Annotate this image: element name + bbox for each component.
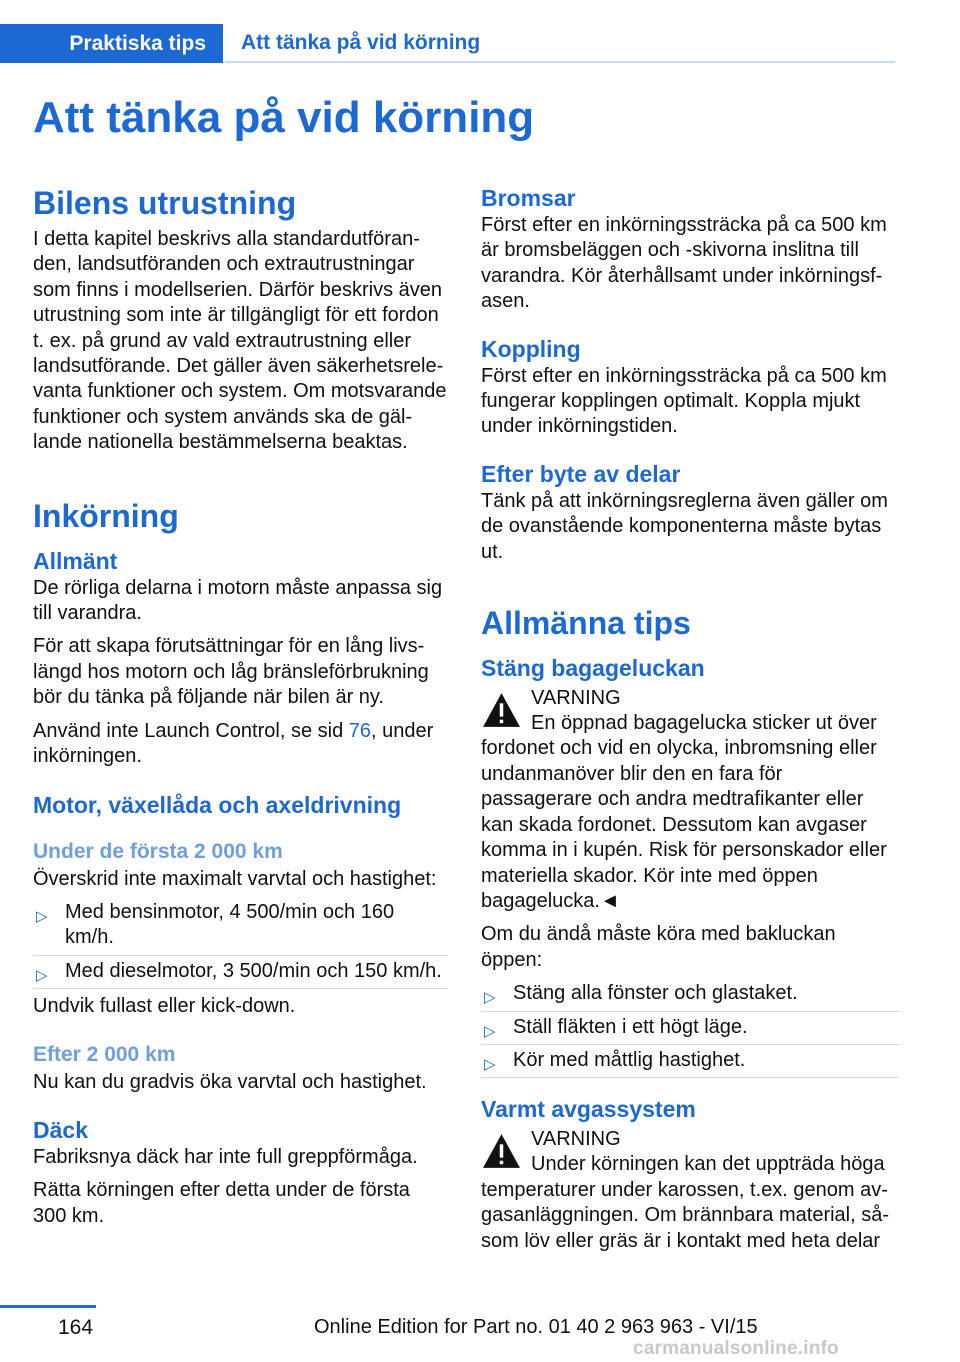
section-tab[interactable]: Praktiska tips: [0, 24, 223, 63]
trunk-open-list: [481, 978, 899, 1078]
brakes-heading: Bromsar: [481, 185, 576, 211]
general-paragraph-2: För att skapa förutsättningar för en lång livslängd hos motorn och låg bränsleförbrukning bör du tänka på följande när bilen är ny.: [33, 635, 429, 709]
list-item: ▷ Kör med måttlig hastighet.: [481, 1045, 899, 1078]
list-item: ▷ Med dieselmotor, 3 500/min och 150 km/h.: [33, 956, 448, 989]
speed-limit-list: [33, 897, 448, 989]
warning-icon: [481, 1131, 522, 1172]
list-item: ▷ Stäng alla fönster och glastaket.: [481, 978, 899, 1011]
general-paragraph-1: De rörliga delarna i motorn måste anpassa sig till varandra.: [33, 576, 443, 625]
warning-icon: [481, 690, 522, 731]
clutch-text: Först efter en inkörningssträcka på ca 500 km fungerar kopplingen optimalt. Koppla mjukt under inkörningstiden.: [481, 364, 887, 438]
warning-text: En öppnad bagagelucka sticker ut över fordonet och vid en olycka, inbromsning eller undanmanöver blir den en fara för passagerare och andra medtrafikanter eller kan skada fordonet. Dessutom kan avgaser komma in i kupén. Risk för personskador eller materiella skador. Kör inte med öppen bagagelucka.◄: [481, 712, 887, 912]
tips-heading: Allmänna tips: [481, 605, 691, 642]
engine-heading: Motor, växellåda och axeldrivning: [33, 791, 402, 818]
chapter-tab[interactable]: Att tänka på vid körning: [225, 24, 895, 63]
left-column: [33, 183, 448, 1229]
after-2000-heading: Efter 2 000 km: [33, 1042, 176, 1066]
first-2000-heading: Under de första 2 000 km: [33, 839, 283, 863]
bullet-triangle-icon: ▷: [484, 1022, 496, 1040]
exhaust-warning: [481, 1124, 899, 1254]
footer-rule: [0, 1305, 96, 1308]
clutch-heading: Koppling: [481, 335, 581, 362]
exhaust-heading: Varmt avgassystem: [481, 1096, 696, 1123]
equipment-heading: Bilens utrustning: [33, 185, 297, 221]
bullet-triangle-icon: ▷: [484, 1055, 496, 1073]
tyres-paragraph-1: Fabriksnya däck har inte full greppförmåga.: [33, 1145, 418, 1168]
launch-control-text: Använd inte Launch Control, se sid: [33, 719, 349, 742]
running-in-heading: Inkörning: [33, 497, 179, 534]
general-paragraph-3: [33, 719, 448, 770]
page-reference-link[interactable]: 76: [348, 719, 372, 742]
tyres-paragraph-2: Rätta körningen efter detta under de första 300 km.: [33, 1179, 410, 1227]
first-2000-text: Överskrid inte maximalt varvtal och hastighet:: [33, 867, 437, 890]
running-header: [0, 24, 895, 63]
bullet-triangle-icon: ▷: [484, 989, 496, 1007]
trunk-warning: [481, 683, 899, 914]
watermark: carmanualsonline.info: [633, 1338, 839, 1359]
list-item: ▷ Ställ fläkten i ett högt läge.: [481, 1012, 899, 1045]
tyres-heading: Däck: [33, 1116, 88, 1143]
brakes-text: Först efter en inkörningssträcka på ca 500 km är bromsbeläggen och -skivorna inslitna till varandra. Kör återhållsamt under inkörningsfasen.: [481, 214, 887, 313]
trunk-heading: Stäng bagageluckan: [481, 655, 705, 682]
trunk-open-text: Om du ändå måste köra med bakluckan öppen:: [481, 923, 836, 971]
edition-text: Online Edition for Part no. 01 40 2 963 963 - VI/15: [314, 1316, 758, 1338]
parts-text: Tänk på att inkörningsreglerna även gäller om de ovanstående komponenterna måste bytas ut.: [481, 489, 888, 563]
list-item: ▷ Med bensinmotor, 4 500/min och 160 km/h.: [33, 897, 448, 956]
equipment-text: I detta kapitel beskrivs alla standardutföranden, landsutföranden och extrautrustningar som finns i modellserien. Därför beskrivs även utrustning som inte är tillgängligt för ett fordon t. ex. på grund av vald extrautrustning eller landsutförande. Det gäller även säkerhetsrelevanta funktioner och system. Om motsvarande funktioner och system används ska de gällande nationella bestämmelserna beaktas.: [33, 228, 447, 454]
page-title: Att tänka på vid körning: [33, 93, 535, 142]
bullet-triangle-icon: ▷: [36, 907, 48, 925]
warning-title: VARNING: [531, 1128, 621, 1151]
warning-text: Under körningen kan det uppträda höga temperaturer under karossen, t.ex. genom avgasanläggningen. Om brännbara material, såsom löv eller gräs är i kontakt med heta delar: [481, 1153, 890, 1252]
page-number: 164: [58, 1316, 94, 1339]
general-heading: Allmänt: [33, 547, 118, 574]
bullet-triangle-icon: ▷: [36, 966, 48, 984]
kickdown-text: Undvik fullast eller kick-down.: [33, 995, 296, 1018]
parts-heading: Efter byte av delar: [481, 460, 681, 487]
after-2000-text: Nu kan du gradvis öka varvtal och hastighet.: [33, 1070, 427, 1093]
launch-control-text-end: , under inkörningen.: [33, 719, 434, 768]
right-column: [481, 183, 899, 1254]
warning-title: VARNING: [531, 687, 621, 710]
